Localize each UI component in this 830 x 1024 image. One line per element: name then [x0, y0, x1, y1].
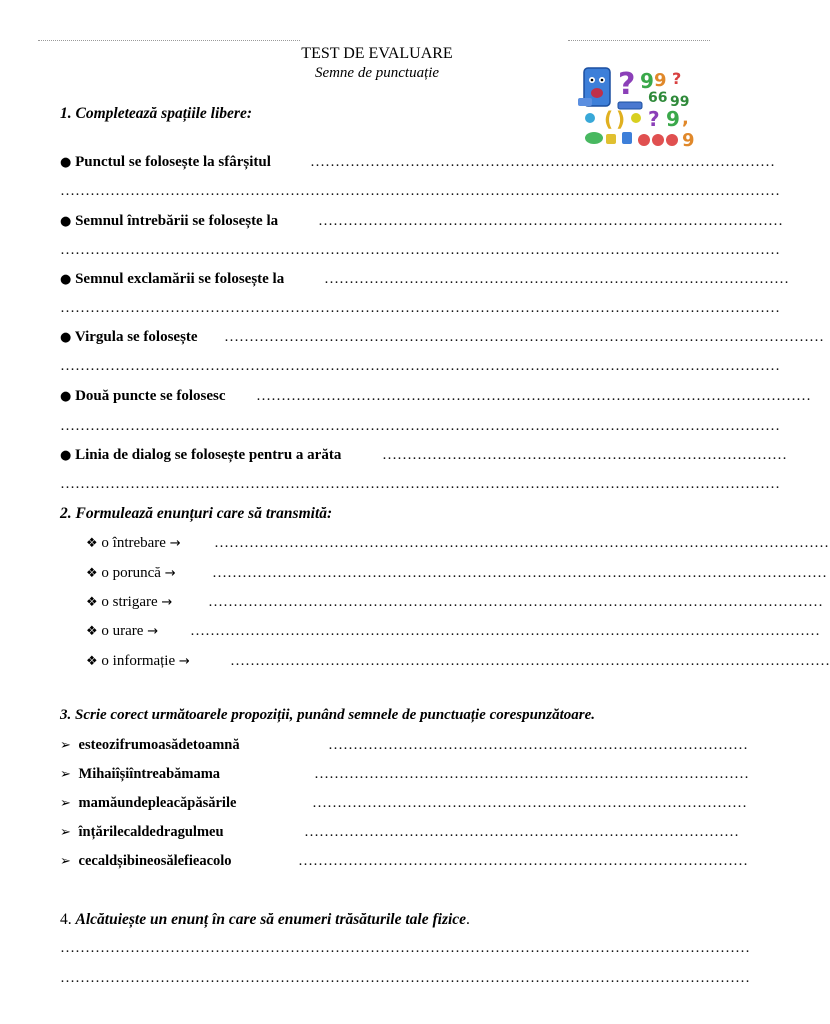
answer-blank[interactable]: ………………………………………………………………………………………………………………………………	[60, 358, 780, 374]
answer-blank[interactable]: ………………………………………………………………………………………………………………	[190, 623, 820, 639]
item-label: o strigare	[101, 594, 158, 610]
diamond-bullet-icon: ❖	[86, 624, 98, 639]
page-title: TEST DE EVALUARE	[301, 45, 453, 62]
answer-blank[interactable]: …………………………………………………………………………	[328, 737, 748, 753]
section-4-text: Alcătuiește un enunț în care să enumeri trăsăturile tale fizice	[75, 911, 467, 928]
item-label: Virgula se folosește	[74, 329, 198, 345]
item-label: Mihaiîșiîntreabămama	[78, 766, 221, 782]
item-label: Două puncte se folosesc	[75, 388, 226, 404]
fill-in-item	[60, 329, 198, 346]
svg-text:9: 9	[654, 70, 667, 91]
arrow-right-icon: →	[161, 595, 173, 610]
sentence-item	[60, 795, 236, 812]
answer-blank[interactable]: ………………………………………………………………………………………………………………………………	[60, 476, 780, 492]
arrowhead-bullet-icon: ➢	[60, 738, 71, 753]
svg-text:): )	[616, 107, 626, 131]
diamond-bullet-icon: ❖	[86, 566, 98, 581]
svg-text:?: ?	[618, 67, 636, 102]
answer-blank[interactable]: ………………………………………………………………………………………………………………………………	[60, 418, 780, 434]
answer-blank[interactable]: …………………………………………………………………………………………………	[256, 388, 811, 404]
item-label: o informație	[101, 653, 176, 669]
answer-blank[interactable]: …………………………………………………………………………………………………………	[230, 653, 830, 669]
fill-in-item	[60, 388, 226, 405]
section-1-heading: 1. Completează spațiile libere:	[60, 105, 253, 122]
item-label: o urare	[101, 623, 144, 639]
svg-text:(: (	[604, 107, 614, 131]
top-dotted-rule-left	[38, 40, 300, 41]
section-4-period: .	[466, 911, 470, 928]
prompt-item	[86, 623, 158, 640]
arrow-right-icon: →	[147, 624, 159, 639]
arrow-right-icon: →	[169, 536, 181, 551]
bullet-dot-icon: ●	[60, 389, 72, 404]
arrowhead-bullet-icon: ➢	[60, 825, 71, 840]
answer-blank[interactable]: ………………………………………………………………………………………………………………………………	[60, 242, 780, 258]
item-label: înțărilecaldedragulmeu	[78, 824, 224, 840]
answer-blank[interactable]: …………………………………………………………………………………	[318, 213, 783, 229]
answer-blank[interactable]: ……………………………………………………………………………	[314, 766, 749, 782]
bullet-dot-icon: ●	[60, 330, 72, 345]
section-4-heading	[60, 911, 470, 929]
svg-text:?: ?	[672, 69, 682, 88]
item-label: Punctul se folosește la sfârșitul	[75, 154, 271, 170]
section-2-heading: 2. Formulează enunțuri care să transmită:	[60, 505, 333, 522]
prompt-item	[86, 565, 176, 582]
page-subtitle: Semne de punctuație	[314, 65, 440, 81]
item-label: cecaldșibineosălefieacolo	[78, 853, 232, 869]
bullet-dot-icon: ●	[60, 448, 72, 463]
answer-blank[interactable]: …………………………………………………………………………………………………………	[224, 329, 824, 345]
svg-text:9: 9	[640, 69, 654, 93]
punctuation-marks-clipart-icon	[578, 64, 700, 150]
item-label: mamăundepleacăpăsările	[78, 795, 237, 811]
top-dotted-rule-right	[568, 40, 710, 41]
fill-in-item	[60, 447, 341, 464]
svg-text:66: 66	[648, 90, 668, 106]
bullet-dot-icon: ●	[60, 214, 72, 229]
answer-blank[interactable]: ………………………………………………………………………	[382, 447, 787, 463]
bullet-dot-icon: ●	[60, 272, 72, 287]
fill-in-item	[60, 154, 271, 171]
answer-blank[interactable]: ……………………………………………………………………………	[312, 795, 747, 811]
arrowhead-bullet-icon: ➢	[60, 854, 71, 869]
answer-blank[interactable]: ………………………………………………………………………………………………………………………………	[60, 300, 780, 316]
item-label: Semnul întrebării se folosește la	[75, 213, 279, 229]
fill-in-item	[60, 271, 284, 288]
answer-blank[interactable]: ……………………………………………………………………………………………………………	[208, 594, 823, 610]
prompt-item	[86, 535, 181, 552]
item-label: Linia de dialog se folosește pentru a arăta	[75, 447, 342, 463]
answer-blank[interactable]: ……………………………………………………………………………………………………………	[214, 535, 829, 551]
section-4-number: 4.	[60, 911, 72, 928]
sentence-item	[60, 824, 224, 841]
svg-text:9: 9	[682, 130, 695, 151]
diamond-bullet-icon: ❖	[86, 654, 98, 669]
answer-blank[interactable]: …………………………………………………………………………………	[324, 271, 789, 287]
item-label: o întrebare	[101, 535, 166, 551]
arrowhead-bullet-icon: ➢	[60, 767, 71, 782]
arrow-right-icon: →	[164, 566, 176, 581]
diamond-bullet-icon: ❖	[86, 595, 98, 610]
bullet-dot-icon: ●	[60, 155, 72, 170]
section-3-heading: 3. Scrie corect următoarele propoziții, punând semnele de punctuație corespunzătoare.	[60, 707, 596, 723]
fill-in-item	[60, 213, 278, 230]
prompt-item	[86, 594, 172, 611]
sentence-item	[60, 853, 232, 870]
sentence-item	[60, 766, 220, 783]
answer-blank[interactable]: …………………………………………………………………………………	[310, 154, 775, 170]
answer-blank[interactable]: ………………………………………………………………………………………………………………………………	[60, 183, 780, 199]
answer-blank[interactable]: ………………………………………………………………………………	[298, 853, 748, 869]
item-label: esteozifrumoasădetoamnă	[78, 737, 240, 753]
answer-blank[interactable]: …………………………………………………………………………………………………………………………	[60, 970, 750, 986]
item-label: o poruncă	[101, 565, 161, 581]
answer-blank[interactable]: ……………………………………………………………………………	[304, 824, 739, 840]
prompt-item	[86, 653, 190, 670]
answer-blank[interactable]: ……………………………………………………………………………………………………………	[212, 565, 827, 581]
answer-blank[interactable]: …………………………………………………………………………………………………………………………	[60, 940, 750, 956]
arrow-right-icon: →	[178, 654, 190, 669]
arrowhead-bullet-icon: ➢	[60, 796, 71, 811]
svg-text:9: 9	[666, 107, 680, 131]
diamond-bullet-icon: ❖	[86, 536, 98, 551]
svg-text:?: ?	[648, 107, 660, 131]
sentence-item	[60, 737, 240, 754]
item-label: Semnul exclamării se folosește la	[75, 271, 285, 287]
svg-text:,: ,	[682, 108, 689, 129]
svg-text:99: 99	[670, 94, 690, 110]
